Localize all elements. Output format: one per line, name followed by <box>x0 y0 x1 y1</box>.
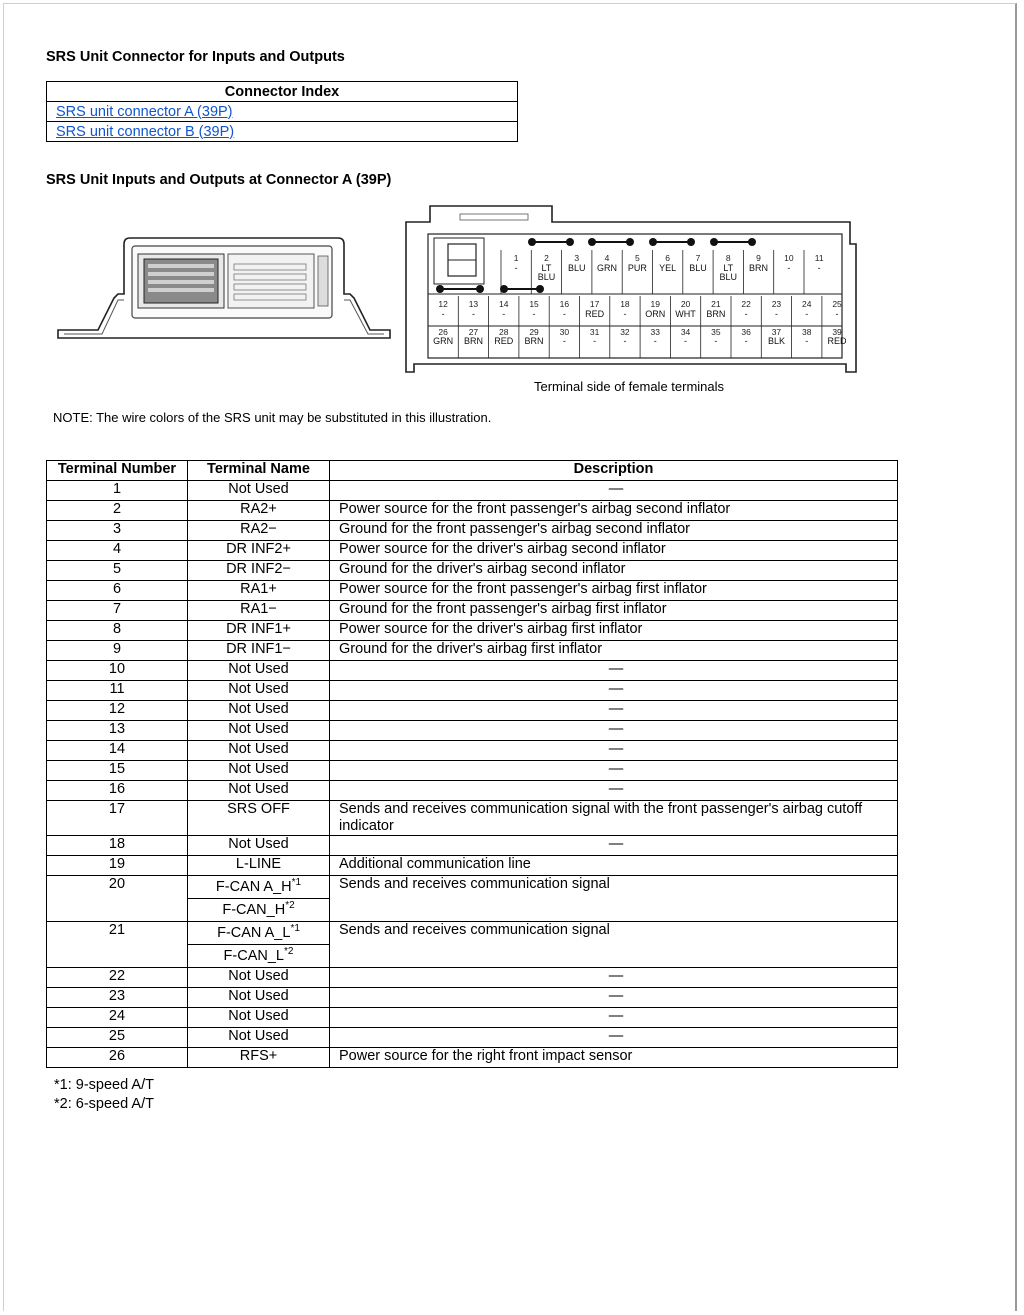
terminal-name-text: F-CAN_H <box>222 902 286 918</box>
terminal-name-text: Not Used <box>228 988 289 1004</box>
connector-pin-diagram <box>404 204 860 376</box>
pin-wire-color: BLK <box>767 336 785 346</box>
pin-number: 4 <box>604 253 610 263</box>
terminal-description: — <box>330 781 898 801</box>
pin-number: 12 <box>438 299 448 309</box>
terminal-name-text: F-CAN_L <box>223 948 284 964</box>
shorting-contact <box>710 238 718 246</box>
pin-number: 1 <box>513 253 519 263</box>
terminal-name <box>188 1008 330 1028</box>
terminal-description: — <box>330 761 898 781</box>
pin-wire-color: - <box>441 309 445 319</box>
pin-wire-color: BLU <box>719 272 738 282</box>
terminal-name <box>188 945 330 968</box>
header-terminal-number: Terminal Number <box>47 461 188 481</box>
pin-number: 27 <box>468 327 479 337</box>
terminal-name <box>188 681 330 701</box>
pin-number: 24 <box>802 299 812 309</box>
terminal-name <box>188 801 330 836</box>
pin-wire-color: BRN <box>463 336 483 346</box>
terminal-name-text: DR INF2− <box>226 561 291 577</box>
connector-index-header: Connector Index <box>47 82 518 102</box>
footnote-marker: *1 <box>291 877 302 889</box>
pin-wire-color: - <box>817 263 821 273</box>
terminal-name <box>188 701 330 721</box>
terminal-name <box>188 741 330 761</box>
terminal-name <box>188 561 330 581</box>
header-terminal-name: Terminal Name <box>188 461 330 481</box>
pin-wire-color: - <box>744 309 748 319</box>
pin-wire-color: - <box>684 336 688 346</box>
pin-number: 9 <box>756 253 761 263</box>
pin-number: 25 <box>832 299 842 309</box>
table-row <box>47 601 898 621</box>
pin-number: 3 <box>574 253 580 263</box>
footnote-marker: *1 <box>290 923 300 935</box>
wire-color-note: NOTE: The wire colors of the SRS unit may be substituted in this illustration. <box>53 410 492 425</box>
pin-number: 39 <box>832 327 842 337</box>
pin-wire-color: - <box>502 309 506 319</box>
terminal-number: 5 <box>47 561 188 581</box>
pin-number: 35 <box>711 327 721 337</box>
pin-number: 22 <box>741 299 751 309</box>
terminal-name <box>188 641 330 661</box>
pin-number: 15 <box>529 299 539 309</box>
table-row <box>47 968 898 988</box>
terminal-name-text: DR INF1− <box>226 641 291 657</box>
pin-number: 33 <box>650 327 660 337</box>
pin-number: 21 <box>711 299 721 309</box>
shorting-contact <box>687 238 695 246</box>
pin-number: 28 <box>499 327 509 337</box>
pin-number: 2 <box>544 253 549 263</box>
pin-wire-color: RED <box>494 336 514 346</box>
terminal-description: Sends and receives communication signal <box>330 876 898 922</box>
srs-unit-illustration <box>56 234 392 344</box>
terminal-name <box>188 988 330 1008</box>
pin-wire-color: BLU <box>567 263 586 273</box>
terminal-name <box>188 899 330 922</box>
terminal-number: 3 <box>47 521 188 541</box>
section-title: SRS Unit Inputs and Outputs at Connector A (39P) <box>46 172 392 188</box>
pin-number: 38 <box>802 327 812 337</box>
terminal-number: 10 <box>47 661 188 681</box>
terminal-name <box>188 481 330 501</box>
terminal-number: 20 <box>47 876 188 922</box>
table-row <box>47 501 898 521</box>
pin-wire-color: BRN <box>706 309 726 319</box>
pin-number: 14 <box>499 299 509 309</box>
terminal-description: — <box>330 836 898 856</box>
terminal-name <box>188 856 330 876</box>
pin-number: 19 <box>650 299 660 309</box>
terminal-name-text: Not Used <box>228 1008 289 1024</box>
table-row <box>47 988 898 1008</box>
pin-number: 5 <box>634 253 640 263</box>
table-row <box>47 1008 898 1028</box>
terminal-number: 17 <box>47 801 188 836</box>
terminal-name-text: Not Used <box>228 661 289 677</box>
connector-index-table <box>46 81 518 142</box>
table-row <box>47 701 898 721</box>
table-row <box>47 581 898 601</box>
pin-wire-color: - <box>774 309 778 319</box>
shorting-contact <box>500 285 508 293</box>
table-row <box>47 561 898 581</box>
pin-wire-color: - <box>744 336 748 346</box>
table-row <box>47 1048 898 1068</box>
terminal-description: — <box>330 701 898 721</box>
terminal-number: 4 <box>47 541 188 561</box>
table-row <box>47 721 898 741</box>
shorting-contact <box>536 285 544 293</box>
terminal-description: — <box>330 721 898 741</box>
terminal-name-text: Not Used <box>228 761 289 777</box>
pin-number: 6 <box>665 253 671 263</box>
terminal-name-text: L-LINE <box>235 856 282 872</box>
terminal-number: 21 <box>47 922 188 968</box>
table-row <box>47 781 898 801</box>
footnote-marker: *2 <box>285 900 295 912</box>
pin-wire-color: YEL <box>659 263 677 273</box>
table-row <box>47 621 898 641</box>
shorting-contact <box>748 238 756 246</box>
terminal-number: 15 <box>47 761 188 781</box>
terminal-name-text: Not Used <box>228 681 289 697</box>
terminal-name-text: RA2− <box>240 521 277 537</box>
pin-number: 18 <box>620 299 630 309</box>
pin-wire-color: LT <box>723 263 734 273</box>
pin-number: 20 <box>680 299 691 309</box>
table-row <box>47 521 898 541</box>
shorting-contact <box>588 238 596 246</box>
pin-number: 8 <box>725 253 731 263</box>
terminal-name-text: Not Used <box>228 1028 289 1044</box>
table-row <box>47 641 898 661</box>
pin-wire-color: - <box>623 309 627 319</box>
terminal-name <box>188 968 330 988</box>
pin-number: 29 <box>529 327 539 337</box>
pin-wire-color: GRN <box>597 263 618 273</box>
pin-wire-color: LT <box>541 263 552 273</box>
pin-number: 37 <box>771 327 782 337</box>
terminal-name <box>188 761 330 781</box>
pin-wire-color: BLU <box>537 272 556 282</box>
terminal-number: 26 <box>47 1048 188 1068</box>
pin-number: 34 <box>680 327 691 337</box>
terminal-name-text: DR INF1+ <box>226 621 291 637</box>
table-row <box>47 1028 898 1048</box>
terminal-description: — <box>330 968 898 988</box>
shorting-contact <box>436 285 444 293</box>
terminal-number: 14 <box>47 741 188 761</box>
table-row <box>47 661 898 681</box>
terminal-number: 12 <box>47 701 188 721</box>
terminal-name <box>188 922 330 945</box>
terminal-name <box>188 521 330 541</box>
shorting-contact <box>566 238 574 246</box>
terminal-description: Ground for the driver's airbag first inflator <box>330 641 898 661</box>
terminal-description: — <box>330 1008 898 1028</box>
terminal-description: Ground for the driver's airbag second inflator <box>330 561 898 581</box>
pin-wire-color: - <box>593 336 597 346</box>
terminal-number: 2 <box>47 501 188 521</box>
terminal-name <box>188 581 330 601</box>
terminal-number: 11 <box>47 681 188 701</box>
pin-wire-color: ORN <box>645 309 666 319</box>
pin-wire-color: - <box>787 263 791 273</box>
table-row <box>47 801 898 836</box>
terminal-description: — <box>330 988 898 1008</box>
terminal-name <box>188 601 330 621</box>
terminal-name-text: Not Used <box>228 701 289 717</box>
pin-wire-color: - <box>562 336 566 346</box>
terminal-name <box>188 876 330 899</box>
pin-number: 23 <box>771 299 782 309</box>
terminal-name <box>188 1028 330 1048</box>
terminal-name-text: Not Used <box>228 836 289 852</box>
terminal-number: 18 <box>47 836 188 856</box>
pin-wire-color: - <box>805 309 809 319</box>
terminal-number: 25 <box>47 1028 188 1048</box>
table-row <box>47 761 898 781</box>
shorting-contact <box>528 238 536 246</box>
pin-wire-color: BRN <box>524 336 544 346</box>
table-row <box>47 876 898 899</box>
terminal-number: 23 <box>47 988 188 1008</box>
terminal-name-text: Not Used <box>228 968 289 984</box>
terminal-number: 16 <box>47 781 188 801</box>
table-row <box>47 836 898 856</box>
pin-wire-color: - <box>532 309 536 319</box>
terminal-description: Power source for the driver's airbag second inflator <box>330 541 898 561</box>
terminal-name-text: Not Used <box>228 741 289 757</box>
terminal-number: 24 <box>47 1008 188 1028</box>
pin-wire-color: - <box>653 336 657 346</box>
terminal-description: Power source for the driver's airbag first inflator <box>330 621 898 641</box>
header-description: Description <box>330 461 898 481</box>
terminal-name-text: Not Used <box>228 721 289 737</box>
terminal-number: 7 <box>47 601 188 621</box>
terminal-name-text: F-CAN A_H <box>215 879 292 895</box>
table-row <box>47 541 898 561</box>
connector-b-link[interactable]: SRS unit connector B (39P) <box>56 123 235 140</box>
table-row <box>47 922 898 945</box>
terminal-name <box>188 621 330 641</box>
terminal-description: — <box>330 741 898 761</box>
terminal-description: Power source for the front passenger's airbag first inflator <box>330 581 898 601</box>
pin-number: 26 <box>438 327 448 337</box>
terminal-name-text: F-CAN A_L <box>217 925 291 941</box>
pin-number: 10 <box>784 253 794 263</box>
terminal-description: Power source for the right front impact sensor <box>330 1048 898 1068</box>
terminal-description: — <box>330 681 898 701</box>
pin-wire-color: - <box>471 309 475 319</box>
terminal-name-text: RA1+ <box>240 581 277 597</box>
table-row <box>47 681 898 701</box>
terminal-name-text: RFS+ <box>239 1048 278 1064</box>
pin-wire-color: RED <box>585 309 605 319</box>
terminal-number: 19 <box>47 856 188 876</box>
terminal-name <box>188 721 330 741</box>
terminal-description: — <box>330 1028 898 1048</box>
terminal-number: 1 <box>47 481 188 501</box>
pin-wire-color: GRN <box>433 336 454 346</box>
pin-number: 36 <box>741 327 751 337</box>
pin-wire-color: - <box>623 336 627 346</box>
shorting-contact <box>626 238 634 246</box>
terminal-number: 6 <box>47 581 188 601</box>
pin-wire-color: WHT <box>675 309 696 319</box>
terminal-number: 13 <box>47 721 188 741</box>
footnote-1: *1: 9-speed A/T <box>54 1077 154 1093</box>
terminal-name <box>188 781 330 801</box>
pin-number: 16 <box>559 299 570 309</box>
table-row <box>47 856 898 876</box>
footnote-2: *2: 6-speed A/T <box>54 1096 154 1112</box>
terminal-description: Sends and receives communication signal with the front passenger's airbag cutoff indicator <box>330 801 898 836</box>
terminal-name-text: Not Used <box>228 781 289 797</box>
diagram-caption: Terminal side of female terminals <box>534 379 725 394</box>
terminal-description: Ground for the front passenger's airbag second inflator <box>330 521 898 541</box>
pin-wire-color: BLU <box>689 263 707 273</box>
terminal-name <box>188 501 330 521</box>
terminal-name <box>188 836 330 856</box>
footnotes <box>54 1076 154 1114</box>
terminal-description: Power source for the front passenger's airbag second inflator <box>330 501 898 521</box>
terminal-name <box>188 661 330 681</box>
page-heading: SRS Unit Connector for Inputs and Outputs <box>46 49 345 65</box>
terminal-name-text: SRS OFF <box>227 801 290 817</box>
pin-number: 32 <box>620 327 630 337</box>
terminal-description: Sends and receives communication signal <box>330 922 898 968</box>
terminal-description: — <box>330 481 898 501</box>
pin-wire-color: PUR <box>627 263 647 273</box>
pin-number: 7 <box>695 253 701 263</box>
shorting-contact <box>649 238 657 246</box>
terminal-name <box>188 541 330 561</box>
pin-wire-color: - <box>835 309 839 319</box>
pin-wire-color: - <box>514 263 518 273</box>
footnote-marker: *2 <box>283 946 294 958</box>
terminal-table <box>46 460 898 1068</box>
table-row <box>47 481 898 501</box>
shorting-contact <box>476 285 484 293</box>
pin-wire-color: RED <box>827 336 847 346</box>
pin-wire-color: BRN <box>749 263 769 273</box>
connector-a-link[interactable]: SRS unit connector A (39P) <box>56 103 233 120</box>
pin-number: 11 <box>814 253 824 263</box>
pin-number: 13 <box>468 299 479 309</box>
pin-wire-color: - <box>714 336 718 346</box>
terminal-description: — <box>330 661 898 681</box>
pin-number: 31 <box>589 327 600 337</box>
terminal-name-text: Not Used <box>228 481 289 497</box>
pin-number: 30 <box>559 327 570 337</box>
terminal-description: Ground for the front passenger's airbag first inflator <box>330 601 898 621</box>
terminal-description: Additional communication line <box>330 856 898 876</box>
pin-wire-color: - <box>562 309 566 319</box>
table-row <box>47 741 898 761</box>
terminal-number: 22 <box>47 968 188 988</box>
terminal-number: 8 <box>47 621 188 641</box>
pin-number: 17 <box>589 299 600 309</box>
pin-wire-color: - <box>805 336 809 346</box>
terminal-name-text: DR INF2+ <box>226 541 291 557</box>
terminal-name-text: RA2+ <box>240 501 277 517</box>
terminal-name <box>188 1048 330 1068</box>
terminal-number: 9 <box>47 641 188 661</box>
terminal-name-text: RA1− <box>240 601 277 617</box>
